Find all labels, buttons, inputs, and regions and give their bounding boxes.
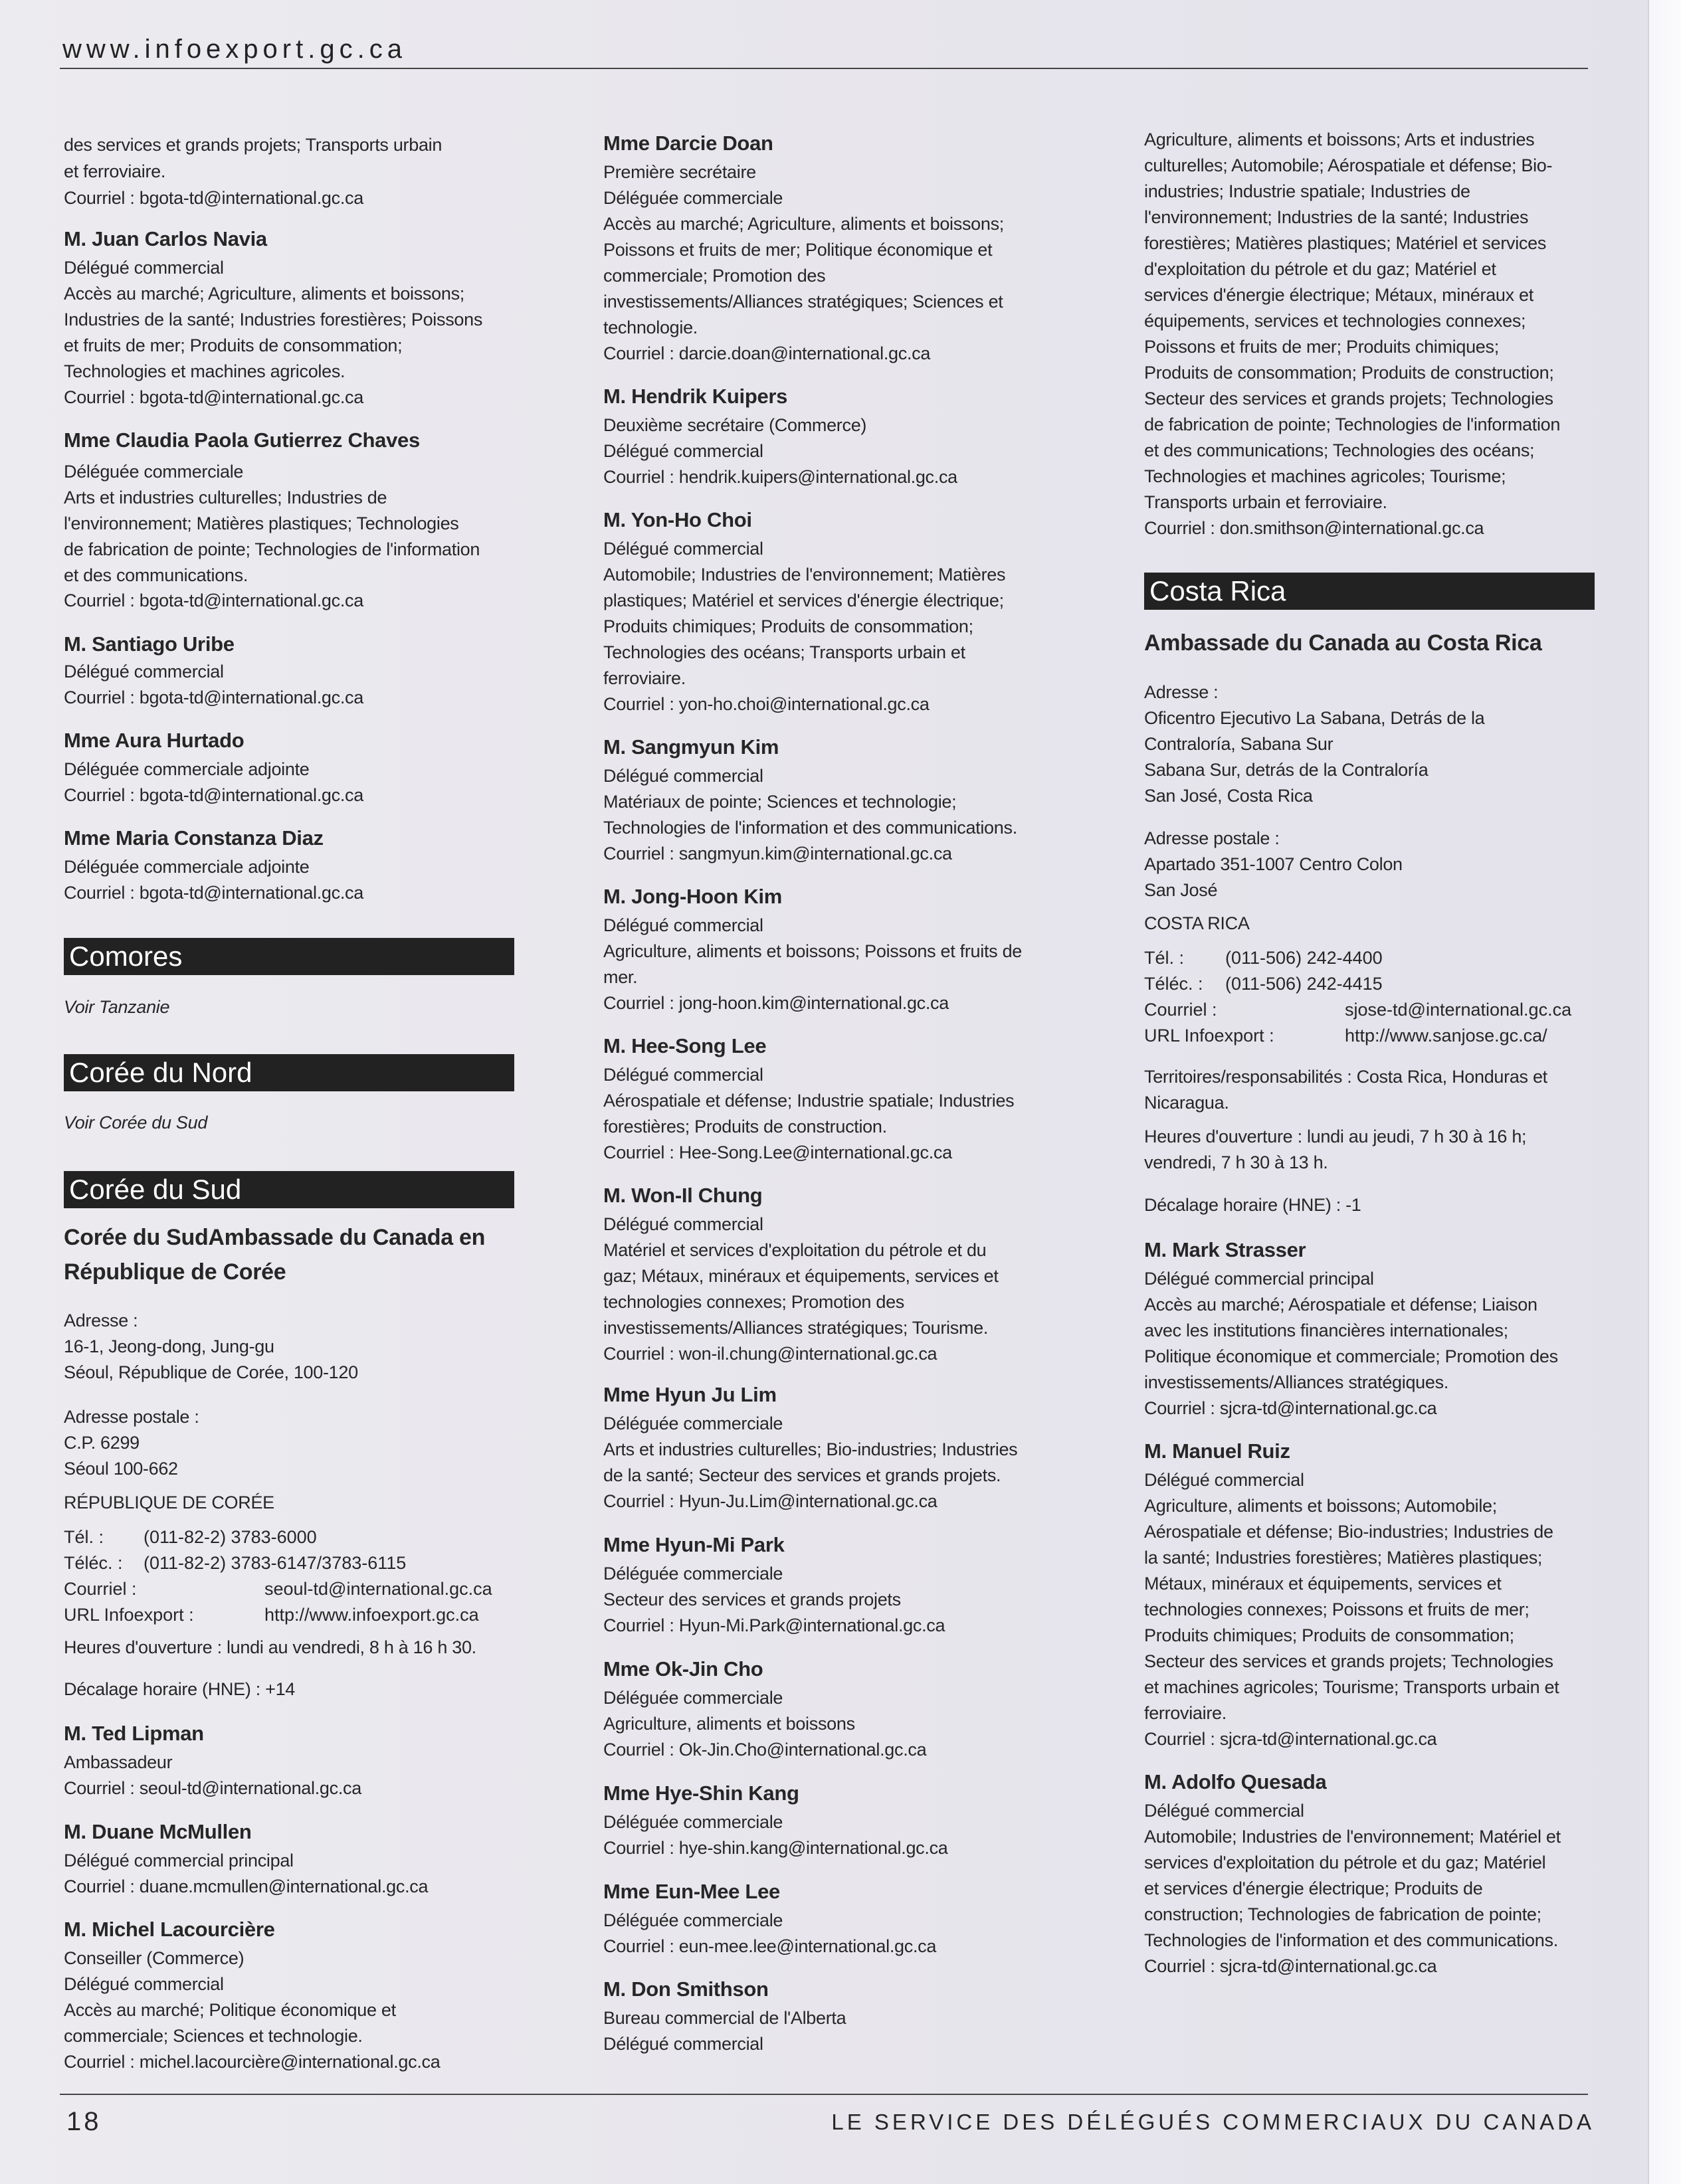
contact-name: Mme Hyun-Mi Park: [603, 1533, 785, 1556]
url-label: URL Infoexport :: [1144, 1026, 1274, 1046]
text-line: Poissons et fruits de mer; Produits chimiques;: [1144, 337, 1499, 357]
phone-value: (011-506) 242-4400: [1225, 948, 1383, 968]
text-line: Produits chimiques; Produits de consommation;: [603, 616, 973, 636]
contact-name: M. Juan Carlos Navia: [64, 227, 267, 250]
contact-name: M. Adolfo Quesada: [1144, 1770, 1327, 1793]
fax-value: (011-82-2) 3783-6147/3783-6115: [144, 1553, 407, 1573]
section-header-comores: Comores: [64, 938, 514, 975]
text-line: gaz; Métaux, minéraux et équipements, services et: [603, 1266, 999, 1286]
fax-label: Téléc. :: [1144, 974, 1203, 994]
contact-title: Délégué commercial: [603, 539, 763, 559]
url-value: http://www.infoexport.gc.ca: [264, 1605, 479, 1625]
email-line: Courriel : seoul-td@international.gc.ca: [64, 1778, 361, 1798]
text-line: services d'énergie électrique; Métaux, minéraux et: [1144, 285, 1533, 305]
embassy-title: République de Corée: [64, 1259, 286, 1285]
contact-name: M. Michel Lacourcière: [64, 1918, 275, 1941]
contact-name: M. Won-Il Chung: [603, 1184, 763, 1207]
opening-hours: vendredi, 7 h 30 à 13 h.: [1144, 1152, 1328, 1172]
text-line: de la santé; Secteur des services et grands projets.: [603, 1465, 1001, 1485]
text-line: Politique économique et commerciale; Promotion des: [1144, 1346, 1558, 1366]
text-line: Aérospatiale et défense; Industrie spatiale; Industries: [603, 1091, 1015, 1111]
text-line: Agriculture, aliments et boissons; Arts et industries: [1144, 130, 1535, 149]
text-line: commerciale; Sciences et technologie.: [64, 2026, 363, 2046]
text-line: construction; Technologies de fabrication de pointe;: [1144, 1904, 1541, 1924]
text-line: l'environnement; Matières plastiques; Technologies: [64, 513, 459, 533]
contact-title: Première secrétaire: [603, 162, 756, 182]
text-line: Automobile; Industries de l'environnement; Matières: [603, 565, 1006, 585]
text-line: technologies connexes; Promotion des: [603, 1292, 904, 1312]
opening-hours: Heures d'ouverture : lundi au vendredi, 8 h à 16 h 30.: [64, 1637, 476, 1657]
email-line: Courriel : won-il.chung@international.gc.ca: [603, 1344, 938, 1364]
phone-value: (011-82-2) 3783-6000: [144, 1527, 317, 1547]
email-line: Courriel : Hyun-Ju.Lim@international.gc.ca: [603, 1491, 938, 1511]
territories: Territoires/responsabilités : Costa Rica, Honduras et: [1144, 1067, 1547, 1087]
email-line: Courriel : sjcra-td@international.gc.ca: [1144, 1398, 1437, 1418]
address-label: Adresse :: [1144, 682, 1219, 702]
email-line: Courriel : duane.mcmullen@international.gc.ca: [64, 1876, 429, 1896]
text-line: Métaux, minéraux et équipements, services et: [1144, 1574, 1502, 1593]
text-line: ferroviaire.: [1144, 1703, 1227, 1723]
address-line: Contraloría, Sabana Sur: [1144, 734, 1334, 754]
email-line: Courriel : bgota-td@international.gc.ca: [64, 387, 363, 407]
contact-name: M. Duane McMullen: [64, 1820, 252, 1843]
text-line: des services et grands projets; Transports urbain: [64, 135, 443, 155]
email-line: Courriel : michel.lacourcière@international.gc.ca: [64, 2052, 441, 2072]
contact-name: M. Sangmyun Kim: [603, 735, 779, 759]
text-line: la santé; Industries forestières; Matières plastiques;: [1144, 1548, 1543, 1568]
contact-title: Délégué commercial: [603, 2034, 763, 2054]
text-line: Accès au marché; Agriculture, aliments et boissons;: [603, 214, 1004, 234]
section-header-coree-du-sud: Corée du Sud: [64, 1171, 514, 1208]
text-line: culturelles; Automobile; Aérospatiale et défense; Bio-: [1144, 155, 1553, 175]
contact-title: Délégué commercial principal: [64, 1851, 294, 1870]
address-line: Apartado 351-1007 Centro Colon: [1144, 854, 1403, 874]
contact-title: Déléguée commerciale adjointe: [64, 759, 310, 779]
text-line: et des communications; Technologies des océans;: [1144, 440, 1535, 460]
text-line: de fabrication de pointe; Technologies de l'information: [1144, 414, 1561, 434]
text-line: Agriculture, aliments et boissons; Poissons et fruits de: [603, 941, 1023, 961]
text-line: Matériel et services d'exploitation du pétrole et du: [603, 1240, 987, 1260]
text-line: Technologies et machines agricoles.: [64, 361, 346, 381]
page-spine: [1648, 0, 1681, 2184]
footer-title: LE SERVICE DES DÉLÉGUÉS COMMERCIAUX DU CANADA: [831, 2110, 1595, 2134]
address-line: San José: [1144, 880, 1218, 900]
text-line: Secteur des services et grands projets; Technologies: [1144, 1651, 1553, 1671]
contact-name: Mme Eun-Mee Lee: [603, 1880, 780, 1903]
email-line: Courriel : bgota-td@international.gc.ca: [64, 785, 363, 805]
email-line: Courriel : Ok-Jin.Cho@international.gc.ca: [603, 1740, 927, 1760]
opening-hours: Heures d'ouverture : lundi au jeudi, 7 h 30 à 16 h;: [1144, 1127, 1527, 1146]
contact-title: Déléguée commerciale: [603, 1688, 783, 1708]
contact-title: Délégué commercial: [64, 662, 224, 682]
contact-name: M. Manuel Ruiz: [1144, 1439, 1290, 1463]
contact-name: M. Mark Strasser: [1144, 1238, 1306, 1261]
contact-title: Délégué commercial: [64, 258, 224, 278]
text-line: et ferroviaire.: [64, 161, 166, 181]
email-line: Courriel : sjcra-td@international.gc.ca: [1144, 1956, 1437, 1976]
text-line: Poissons et fruits de mer; Politique économique et: [603, 240, 993, 260]
contact-title: Déléguée commerciale adjointe: [64, 857, 310, 877]
see-also: Voir Corée du Sud: [64, 1113, 208, 1133]
text-line: Matériaux de pointe; Sciences et technologie;: [603, 792, 957, 812]
email-value: sjose-td@international.gc.ca: [1345, 1000, 1572, 1020]
email-line: Courriel : bgota-td@international.gc.ca: [64, 591, 363, 610]
contact-name: Mme Hyun Ju Lim: [603, 1383, 777, 1406]
text-line: technologies connexes; Poissons et fruits de mer;: [1144, 1599, 1530, 1619]
text-line: Accès au marché; Agriculture, aliments et boissons;: [64, 284, 464, 304]
text-line: et services d'énergie électrique; Produits de: [1144, 1878, 1483, 1898]
text-line: forestières; Matières plastiques; Matériel et services: [1144, 233, 1547, 253]
embassy-title: Corée du SudAmbassade du Canada en: [64, 1225, 486, 1250]
contact-name: Mme Hye-Shin Kang: [603, 1781, 799, 1805]
contact-title: Conseiller (Commerce): [64, 1948, 245, 1968]
address-line: 16-1, Jeong-dong, Jung-gu: [64, 1336, 274, 1356]
contact-title: Déléguée commerciale: [603, 1812, 783, 1832]
text-line: Produits chimiques; Produits de consommation;: [1144, 1625, 1514, 1645]
footer-rule: [60, 2094, 1588, 2095]
text-line: Accès au marché; Politique économique et: [64, 2000, 396, 2020]
email-line: Courriel : darcie.doan@international.gc.ca: [603, 343, 931, 363]
text-line: investissements/Alliances stratégiques; Sciences et: [603, 292, 1003, 312]
email-label: Courriel :: [1144, 1000, 1217, 1020]
text-line: avec les institutions financières internationales;: [1144, 1320, 1508, 1340]
text-line: investissements/Alliances stratégiques.: [1144, 1372, 1449, 1392]
text-line: Technologies de l'information et des communications.: [603, 818, 1017, 838]
text-line: forestières; Produits de construction.: [603, 1117, 887, 1137]
contact-name: M. Jong-Hoon Kim: [603, 885, 782, 908]
section-header-costa-rica: Costa Rica: [1144, 573, 1595, 610]
header-url: www.infoexport.gc.ca: [62, 35, 407, 64]
text-line: Agriculture, aliments et boissons; Automobile;: [1144, 1496, 1497, 1516]
contact-title: Déléguée commerciale: [603, 188, 783, 208]
postal-address-label: Adresse postale :: [1144, 828, 1280, 848]
email-line: Courriel : Hyun-Mi.Park@international.gc.ca: [603, 1615, 945, 1635]
postal-address-label: Adresse postale :: [64, 1407, 199, 1427]
text-line: Transports urbain et ferroviaire.: [1144, 492, 1387, 512]
text-line: Industries de la santé; Industries forestières; Poissons: [64, 310, 483, 329]
text-line: et des communications.: [64, 565, 248, 585]
contact-name: M. Ted Lipman: [64, 1722, 204, 1745]
fax-value: (011-506) 242-4415: [1225, 974, 1383, 994]
text-line: services d'exploitation du pétrole et du gaz; Matériel: [1144, 1853, 1546, 1872]
see-also: Voir Tanzanie: [64, 997, 170, 1017]
text-line: commerciale; Promotion des: [603, 266, 826, 286]
text-line: équipements, services et technologies connexes;: [1144, 311, 1526, 331]
contact-name: M. Don Smithson: [603, 1977, 769, 2001]
email-line: Courriel : hendrik.kuipers@international.gc.ca: [603, 467, 957, 487]
timezone-offset: Décalage horaire (HNE) : -1: [1144, 1195, 1361, 1215]
timezone-offset: Décalage horaire (HNE) : +14: [64, 1679, 296, 1699]
text-line: plastiques; Matériel et services d'énergie électrique;: [603, 591, 1004, 610]
email-line: Courriel : Hee-Song.Lee@international.gc.ca: [603, 1142, 952, 1162]
phone-label: Tél. :: [64, 1527, 104, 1547]
contact-title: Délégué commercial principal: [1144, 1269, 1374, 1289]
address-line: COSTA RICA: [1144, 913, 1250, 933]
email-line: Courriel : hye-shin.kang@international.gc.ca: [603, 1838, 948, 1858]
contact-name: Mme Claudia Paola Gutierrez Chaves: [64, 428, 420, 452]
address-line: Oficentro Ejecutivo La Sabana, Detrás de la: [1144, 708, 1485, 728]
address-line: Séoul, République de Corée, 100-120: [64, 1362, 358, 1382]
territories: Nicaragua.: [1144, 1093, 1229, 1113]
email-line: Courriel : bgota-td@international.gc.ca: [64, 188, 363, 208]
text-line: d'exploitation du pétrole et du gaz; Matériel et: [1144, 259, 1496, 279]
text-line: et fruits de mer; Produits de consommation;: [64, 335, 403, 355]
text-line: industries; Industrie spatiale; Industries de: [1144, 181, 1470, 201]
address-label: Adresse :: [64, 1311, 138, 1330]
contact-title: Deuxième secrétaire (Commerce): [603, 415, 867, 435]
text-line: et machines agricoles; Tourisme; Transports urbain et: [1144, 1677, 1559, 1697]
text-line: ferroviaire.: [603, 668, 686, 688]
contact-title: Délégué commercial: [64, 1974, 224, 1994]
text-line: Arts et industries culturelles; Bio-industries; Industries: [603, 1439, 1018, 1459]
text-line: Technologies des océans; Transports urbain et: [603, 642, 965, 662]
contact-name: M. Hendrik Kuipers: [603, 385, 788, 408]
contact-name: Mme Darcie Doan: [603, 132, 773, 155]
email-line: Courriel : sangmyun.kim@international.gc.ca: [603, 844, 952, 864]
address-line: RÉPUBLIQUE DE CORÉE: [64, 1493, 274, 1512]
address-line: San José, Costa Rica: [1144, 786, 1313, 806]
contact-title: Délégué commercial: [1144, 1470, 1304, 1490]
text-line: investissements/Alliances stratégiques; Tourisme.: [603, 1318, 989, 1338]
contact-title: Déléguée commerciale: [603, 1413, 783, 1433]
contact-name: Mme Maria Constanza Diaz: [64, 826, 324, 850]
text-line: Secteur des services et grands projets; Technologies: [1144, 389, 1553, 409]
email-line: Courriel : eun-mee.lee@international.gc.ca: [603, 1936, 937, 1956]
contact-title: Délégué commercial: [1144, 1801, 1304, 1821]
text-line: Technologies et machines agricoles; Tourisme;: [1144, 466, 1506, 486]
text-line: Aérospatiale et défense; Bio-industries; Industries de: [1144, 1522, 1553, 1542]
url-value: http://www.sanjose.gc.ca/: [1345, 1026, 1547, 1046]
embassy-title: Ambassade du Canada au Costa Rica: [1144, 630, 1542, 656]
email-line: Courriel : bgota-td@international.gc.ca: [64, 883, 363, 903]
page-number: 18: [66, 2107, 102, 2136]
section-header-coree-du-nord: Corée du Nord: [64, 1054, 514, 1091]
contact-title: Déléguée commerciale: [64, 462, 244, 482]
email-label: Courriel :: [64, 1579, 137, 1599]
contact-name: M. Yon-Ho Choi: [603, 508, 752, 531]
text-line: Automobile; Industries de l'environnement; Matériel et: [1144, 1827, 1561, 1847]
contact-title: Délégué commercial: [603, 766, 763, 786]
text-line: technologie.: [603, 318, 698, 337]
text-line: l'environnement; Industries de la santé; Industries: [1144, 207, 1529, 227]
text-line: Agriculture, aliments et boissons: [603, 1714, 855, 1734]
contact-name: Mme Aura Hurtado: [64, 729, 245, 752]
contact-title: Délégué commercial: [603, 1065, 763, 1085]
text-line: Technologies de l'information et des communications.: [1144, 1930, 1558, 1950]
email-line: Courriel : yon-ho.choi@international.gc.ca: [603, 694, 930, 714]
phone-label: Tél. :: [1144, 948, 1185, 968]
address-line: Sabana Sur, detrás de la Contraloría: [1144, 760, 1429, 780]
email-line: Courriel : sjcra-td@international.gc.ca: [1144, 1729, 1437, 1749]
contact-title: Bureau commercial de l'Alberta: [603, 2008, 846, 2028]
text-line: Secteur des services et grands projets: [603, 1590, 901, 1609]
contact-name: M. Hee-Song Lee: [603, 1034, 767, 1057]
email-line: Courriel : jong-hoon.kim@international.gc.ca: [603, 993, 949, 1013]
fax-label: Téléc. :: [64, 1553, 123, 1573]
text-line: Accès au marché; Aérospatiale et défense; Liaison: [1144, 1295, 1537, 1315]
contact-title: Déléguée commerciale: [603, 1564, 783, 1584]
contact-title: Délégué commercial: [603, 915, 763, 935]
contact-title: Déléguée commerciale: [603, 1910, 783, 1930]
address-line: Séoul 100-662: [64, 1459, 178, 1479]
email-line: Courriel : don.smithson@international.gc.ca: [1144, 518, 1484, 538]
text-line: mer.: [603, 967, 638, 987]
contact-name: Mme Ok-Jin Cho: [603, 1657, 763, 1681]
contact-title: Délégué commercial: [603, 1214, 763, 1234]
email-line: Courriel : bgota-td@international.gc.ca: [64, 687, 363, 707]
contact-title: Ambassadeur: [64, 1752, 173, 1772]
url-label: URL Infoexport :: [64, 1605, 194, 1625]
text-line: Arts et industries culturelles; Industries de: [64, 488, 387, 507]
header-rule: [60, 68, 1588, 69]
contact-name: M. Santiago Uribe: [64, 632, 235, 656]
email-value: seoul-td@international.gc.ca: [264, 1579, 492, 1599]
text-line: de fabrication de pointe; Technologies de l'information: [64, 539, 480, 559]
contact-title: Délégué commercial: [603, 441, 763, 461]
text-line: Produits de consommation; Produits de construction;: [1144, 363, 1554, 383]
address-line: C.P. 6299: [64, 1433, 140, 1453]
